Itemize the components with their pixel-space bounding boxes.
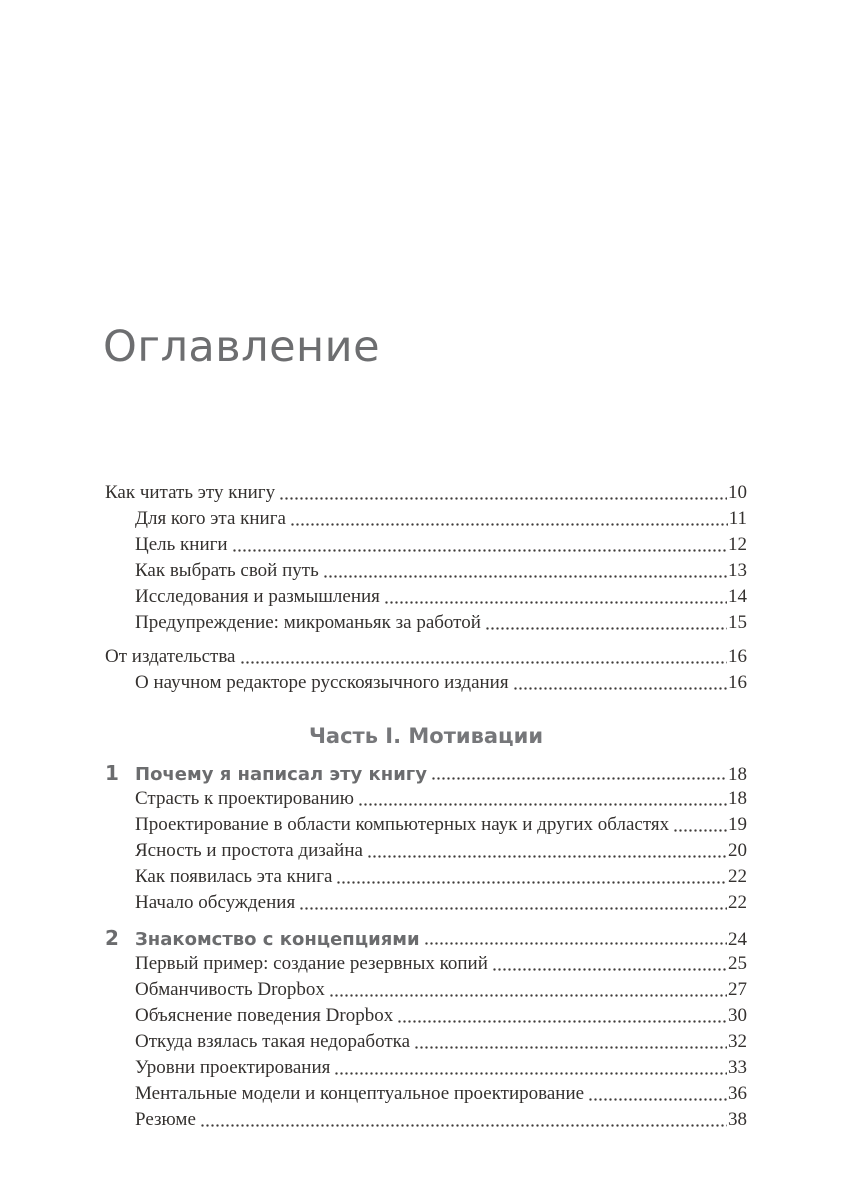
toc-entry: [135, 838, 747, 864]
toc-entry: [135, 864, 747, 890]
chapter-number: 1: [105, 761, 119, 785]
dot-leader: [279, 480, 727, 506]
toc-entry-label: Объяснение поведения Dropbox: [135, 1005, 394, 1026]
toc-entry-page: 20: [728, 840, 747, 861]
dot-leader: [358, 786, 727, 812]
toc-entry-page: 27: [728, 979, 747, 1000]
toc-entry: [135, 532, 747, 558]
toc-entry-label: Резюме: [135, 1109, 196, 1130]
dot-leader: [424, 925, 727, 951]
toc-entry-label: Ментальные модели и концептуальное проектирование: [135, 1083, 585, 1104]
toc-chapter-entry: [105, 925, 747, 951]
toc-entry: [135, 1055, 747, 1081]
dot-leader: [299, 890, 727, 916]
toc-entry: [135, 890, 747, 916]
dot-leader: [367, 838, 727, 864]
toc-chapter-entry: [105, 760, 747, 786]
toc-entry-page: 22: [728, 892, 747, 913]
dot-leader: [513, 670, 727, 696]
toc-entry: [105, 480, 747, 506]
chapter-number: 2: [105, 926, 119, 950]
toc-entry-page: 19: [728, 814, 747, 835]
toc-entry-page: 16: [728, 646, 747, 667]
toc-entry-page: 16: [728, 672, 747, 693]
toc-entry-label: Откуда взялась такая недоработка: [135, 1031, 410, 1052]
toc-entry-page: 14: [728, 586, 747, 607]
toc-entry-label: Как появилась эта книга: [135, 866, 333, 887]
dot-leader: [240, 644, 728, 670]
toc-entry: [135, 977, 747, 1003]
toc-entry-label: Как читать эту книгу: [105, 482, 276, 503]
toc-entry: [135, 610, 747, 636]
dot-leader: [232, 532, 727, 558]
toc-entry: [135, 584, 747, 610]
toc-entry-label: От издательства: [105, 646, 236, 667]
toc-entry-page: 32: [728, 1031, 747, 1052]
toc-entry-label: Проектирование в области компьютерных наук и других областях: [135, 814, 670, 835]
dot-leader: [200, 1107, 727, 1133]
toc-entry-page: 12: [728, 534, 747, 555]
page-title: Оглавление: [103, 322, 381, 372]
toc-entry-label: Обманчивость Dropbox: [135, 979, 325, 1000]
toc-entry-label: Ясность и простота дизайна: [135, 840, 363, 861]
dot-leader: [397, 1003, 727, 1029]
chapter-title: Почему я написал эту книгу: [135, 764, 427, 785]
toc-entry-page: 18: [728, 788, 747, 809]
dot-leader: [384, 584, 727, 610]
dot-leader: [336, 864, 727, 890]
toc-entry: [135, 1029, 747, 1055]
toc-entry-label: Уровни проектирования: [135, 1057, 331, 1078]
dot-leader: [414, 1029, 727, 1055]
toc-entry-page: 15: [728, 612, 747, 633]
part-heading: Часть I. Мотивации: [308, 724, 544, 748]
toc-entry: [105, 644, 747, 670]
toc-entry-page: 36: [728, 1083, 747, 1104]
dot-leader: [334, 1055, 727, 1081]
toc-entry-page: 24: [728, 929, 747, 950]
toc-entry: [135, 786, 747, 812]
toc-entry-page: 25: [728, 953, 747, 974]
dot-leader: [588, 1081, 727, 1107]
toc-entry-page: 22: [728, 866, 747, 887]
toc-entry-page: 10: [728, 482, 747, 503]
toc-entry-label: О научном редакторе русскоязычного издания: [135, 672, 509, 693]
dot-leader: [673, 812, 727, 838]
dot-leader: [485, 610, 727, 636]
toc-entry-label: Исследования и размышления: [135, 586, 380, 607]
toc-entry: [135, 1003, 747, 1029]
toc-entry: [135, 670, 747, 696]
toc-entry: [135, 1081, 747, 1107]
dot-leader: [492, 951, 727, 977]
toc-entry-label: Первый пример: создание резервных копий: [135, 953, 488, 974]
toc-entry-label: Как выбрать свой путь: [135, 560, 319, 581]
toc-entry-label: Цель книги: [135, 534, 228, 555]
toc-entry: [135, 1107, 747, 1133]
toc-entry-page: 30: [728, 1005, 747, 1026]
toc-entry-label: Для кого эта книга: [135, 508, 286, 529]
dot-leader: [323, 558, 727, 584]
toc-entry-label: Начало обсуждения: [135, 892, 296, 913]
toc-entry: [135, 506, 747, 532]
toc-entry-page: 11: [728, 508, 747, 529]
toc-entry-label: Предупреждение: микроманьяк за работой: [135, 612, 481, 633]
dot-leader: [290, 506, 728, 532]
toc-entry-page: 38: [728, 1109, 747, 1130]
toc-entry-page: 13: [728, 560, 747, 581]
toc-entry: [135, 951, 747, 977]
toc-entry: [135, 812, 747, 838]
toc-entry-page: 33: [728, 1057, 747, 1078]
chapter-title: Знакомство с концепциями: [135, 929, 420, 950]
toc-entry-label: Страсть к проектированию: [135, 788, 354, 809]
dot-leader: [329, 977, 727, 1003]
toc-entry-page: 18: [728, 764, 747, 785]
toc-list: [105, 480, 747, 1133]
dot-leader: [431, 760, 727, 786]
toc-entry: [135, 558, 747, 584]
